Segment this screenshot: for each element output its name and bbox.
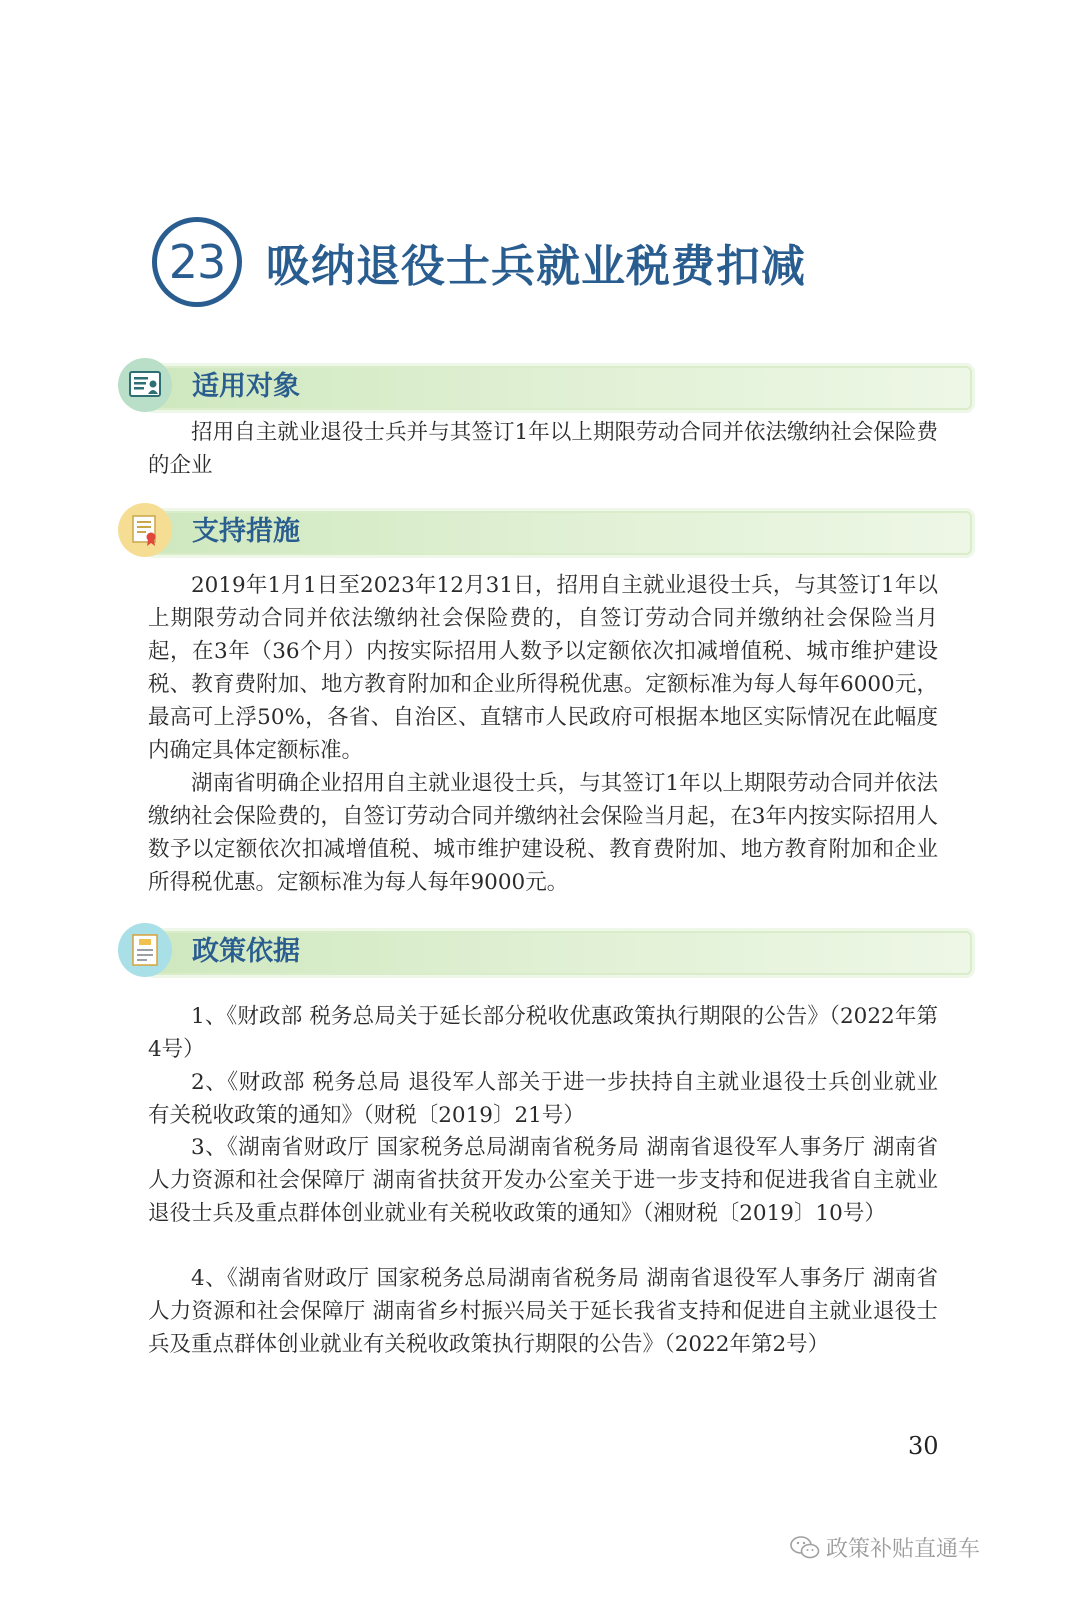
title-text: 吸纳退役士兵就业税费扣减 [266,241,806,292]
page-number: 30 [908,1432,939,1460]
wechat-icon [790,1535,820,1561]
paragraph: 2019年1月1日至2023年12月31日，招用自主就业退役士兵，与其签订1年以上期限劳动合同并依法缴纳社会保险费的，自签订劳动合同并缴纳社会保险当月起，在3年（36个月）内按实际招用人数予以定额依次扣减增值税、城市维护建设税、教育费附加、地方教育附加和企业所得税优惠。定额标准为每人每年6000元，最高可上浮50%，各省、自治区、直辖市人民政府可根据本地区实际情况在此幅度内确定具体定额标准。 [148,573,938,763]
section-label: 适用对象 [192,371,300,402]
section-number-badge: 23 [152,217,242,307]
section-label: 支持措施 [192,516,300,547]
document-icon [118,923,172,977]
watermark [790,1532,980,1563]
paragraph: 1、《财政部 税务总局关于延长部分税收优惠政策执行期限的公告》（2022年第4号） [148,1004,938,1062]
id-card-icon [118,358,172,412]
paragraph: 招用自主就业退役士兵并与其签订1年以上期限劳动合同并依法缴纳社会保险费的企业 [148,420,938,478]
section-header-target [118,358,980,416]
watermark-text: 政策补贴直通车 [826,1537,981,1562]
paragraph: 2、《财政部 税务总局 退役军人部关于进一步扶持自主就业退役士兵创业就业有关税收政策的通知》（财税〔2019〕21号） [148,1070,938,1128]
section-label: 政策依据 [192,936,300,967]
section-header-basis [118,923,980,981]
section-header-measures [118,503,980,561]
page-title [152,212,806,312]
paragraph: 湖南省明确企业招用自主就业退役士兵，与其签订1年以上期限劳动合同并依法缴纳社会保险费的，自签订劳动合同并缴纳社会保险当月起，在3年内按实际招用人数予以定额依次扣减增值税、城市维护建设税、教育费附加、地方教育附加和企业所得税优惠。定额标准为每人每年9000元。 [148,771,938,895]
certificate-icon [118,503,172,557]
paragraph: 4、《湖南省财政厅 国家税务总局湖南省税务局 湖南省退役军人事务厅 湖南省人力资源和社会保障厅 湖南省乡村振兴局关于延长我省支持和促进自主就业退役士兵及重点群体创业就业有关税收政策执行期限的公告》（2022年第2号） [148,1266,938,1357]
paragraph: 3、《湖南省财政厅 国家税务总局湖南省税务局 湖南省退役军人事务厅 湖南省人力资源和社会保障厅 湖南省扶贫开发办公室关于进一步支持和促进我省自主就业退役士兵及重点群体创业就业有关税收政策的通知》（湘财税〔2019〕10号） [148,1135,938,1226]
